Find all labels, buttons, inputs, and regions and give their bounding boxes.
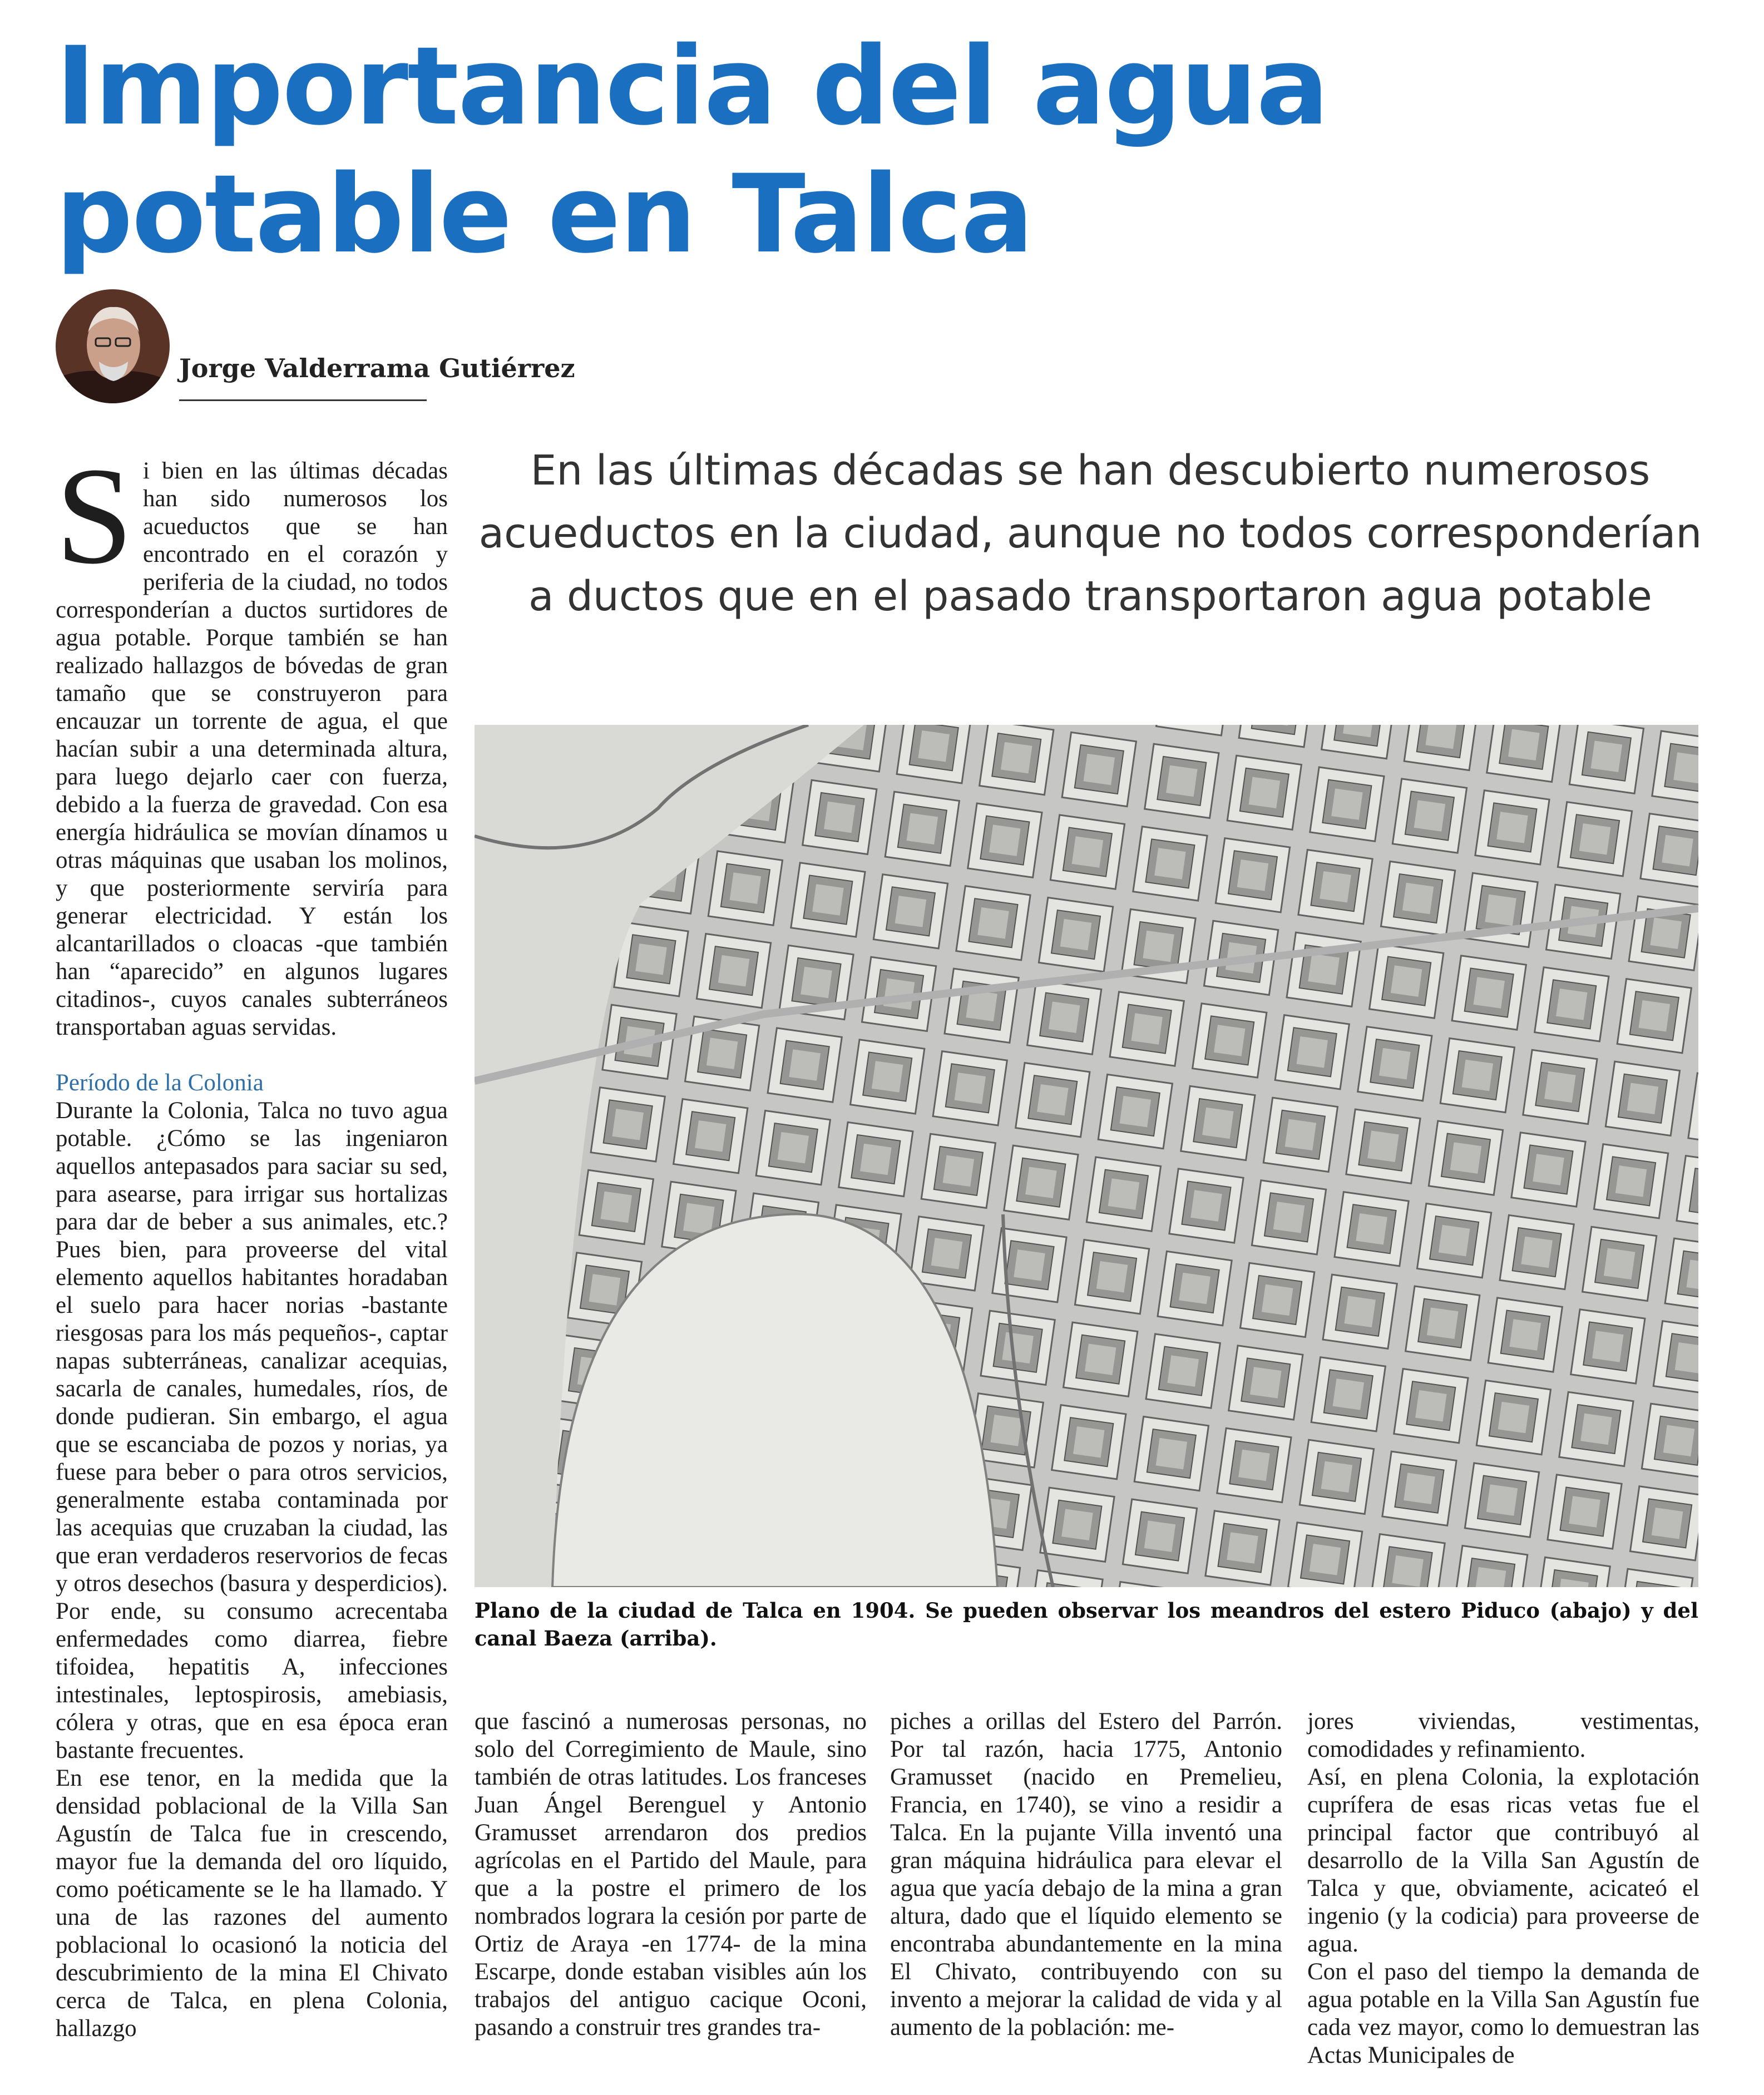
city-map-drawing [475,725,1698,1587]
pull-quote: En las últimas décadas se han descubierto numerosos acueductos en la ciudad, aunque no todos corresponderían a ductos que en el pasado transportaron agua potable [478,447,1702,620]
intro-paragraph: i bien en las últimas décadas han sido numerosos los acueductos que se han encontrado en el corazón y periferia de la ciudad, no todos corresponderían a ductos surtidores de agua potable. Porque también se han realizado hallazgos de bóvedas de gran tamaño que se construyeron para encauzar un torrente de agua, el que hacían subir a una determinada altura, para luego dejarlo caer con fuerza, debido a la fuerza de gravedad. Con esa energía hidráulica se movían dínamos u otras máquinas que usaban los molinos, y que posteriormente serviría para generar electricidad. Y están los alcantarillados o cloacas -que también han “aparecido” en algunos lugares citadinos-, cuyos canales subterráneos transportaban aguas servidas. [56,458,448,1040]
column-4-paragraph-2: Así, en plena Colonia, la explotación cuprífera de esas ricas vetas fue el principal factor que contribuyó al desarrollo de la Villa San Agustín de Talca y que, obviamente, acicateó el ingenio (y la codicia) para proveerse de agua. [1307,1764,1699,1957]
colonia-paragraph-1: Durante la Colonia, Talca no tuvo agua potable. ¿Cómo se las ingeniaron aquellos antepasados para saciar su sed, para asearse, para irrigar sus hortalizas para dar de beber a sus animales, etc.? Pues bien, para proveerse del vital elemento aquellos habitantes horadaban el suelo para hacer norias -bastante riesgosas para los más pequeños-, captar napas subterráneas, canalizar acequias, sacarla de canales, humedales, ríos, de donde pudieran. Sin embargo, el agua que se escanciaba de pozos y norias, ya fuese para beber o para otros servicios, generalmente estaba contaminada por las acequias que cruzaban la ciudad, las que eran verdaderos reservorios de fecas y otros desechos (basura y desperdicios). Por ende, su consumo acrecentaba enfermedades como diarrea, fiebre tifoidea, hepatitis A, infecciones intestinales, leptospirosis, amebiasis, cólera y otras, que en esa época eran bastante frecuentes. [56,1098,448,1763]
column-4-paragraph-1: jores viviendas, vestimentas, comodidades y refinamiento. [1307,1708,1699,1762]
author-divider [179,399,427,401]
drop-cap: S [56,439,134,593]
section-subheading: Período de la Colonia [56,1070,264,1096]
title-line-1: Importancia del agua [56,23,1328,149]
article-title [56,22,1669,278]
article-column-4 [1307,1708,1699,2069]
author-name: Jorge Valderrama Gutiérrez [179,353,575,383]
title-line-2: potable en Talca [56,151,1033,277]
image-caption: Plano de la ciudad de Talca en 1904. Se pueden observar los meandros del estero Piduco (abajo) y del canal Baeza (arriba). [475,1598,1698,1651]
column-2-text: que fascinó a numerosas personas, no solo del Corregimiento de Maule, sino también de otras latitudes. Los franceses Juan Ángel Berenguel y Antonio Gramusset arrendaron dos predios agrícolas en el Partido del Maule, para que a la postre el primero de los nombrados lograra la cesión por parte de Ortiz de Araya -en 1774- de la mina Escarpe, donde estaban visibles aún los trabajos del antiguo cacique Oconi, pasando a construir tres grandes tra- [475,1708,867,2040]
column-4-paragraph-3: Con el paso del tiempo la demanda de agua potable en la Villa San Agustín fue cada vez mayor, como lo demuestran las Actas Municipales de [1307,1959,1699,2068]
article-column-3 [890,1708,1282,2042]
author-avatar [56,289,170,403]
article-column-1 [56,439,448,2043]
colonia-paragraph-2: En ese tenor, en la medida que la densidad poblacional de la Villa San Agustín de Talca fue in crescendo, mayor fue la demanda del oro líquido, como poéticamente se le ha llamado. Y una de las razones del aumento poblacional lo ocasionó la noticia del descubrimiento de la mina El Chivato cerca de Talca, en plena Colonia, hallazgo [56,1765,448,2042]
column-3-text: piches a orillas del Estero del Parrón. Por tal razón, hacia 1775, Antonio Gramusset (nacido en Premelieu, Francia, en 1740), se vino a residir a Talca. En la pujante Villa inventó una gran máquina hidráulica para elevar el agua que yacía debajo de la mina a gran altura, dado que el líquido elemento se encontraba abundantemente en la mina El Chivato, contribuyendo con su invento a mejorar la calidad de vida y al aumento de la población: me- [890,1708,1282,2040]
city-map-image [475,725,1698,1587]
article-column-2 [475,1708,867,2042]
